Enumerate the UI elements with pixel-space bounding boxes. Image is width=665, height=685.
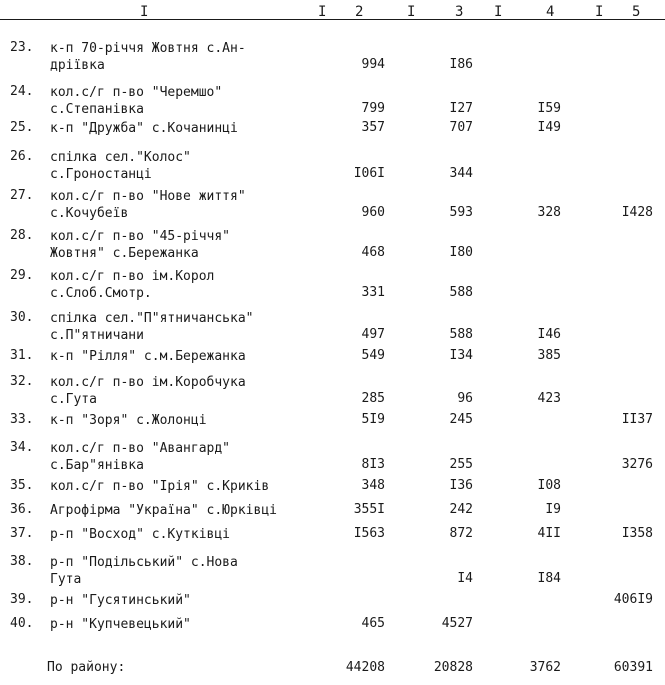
row-name-line: дріївка <box>50 58 105 73</box>
row-name-line: с.Бар"янівка <box>50 458 144 473</box>
row-col-2: I06I <box>353 166 385 181</box>
row-col-3: I36 <box>449 478 473 493</box>
row-name-line: кол.с/г п-во "45-річчя" <box>50 229 231 244</box>
row-name <box>50 228 330 262</box>
row-name <box>50 348 330 365</box>
row-number: 24. <box>10 84 34 99</box>
row-name-line: к-п "Дружба" с.Кочанинці <box>50 121 238 136</box>
row-name <box>50 149 330 183</box>
row-number: 32. <box>10 374 34 389</box>
row-col-2: 468 <box>361 245 385 260</box>
row-col-3: 872 <box>449 526 473 541</box>
row-col-3: 4527 <box>441 616 473 631</box>
row-name <box>50 554 330 588</box>
row-name-line: с.Кочубеїв <box>50 206 129 221</box>
total-col-5: 60391 <box>613 660 653 675</box>
table-header <box>0 4 665 22</box>
row-col-3: 707 <box>449 120 473 135</box>
total-col-4: 3762 <box>529 660 561 675</box>
row-col-3: I34 <box>449 348 473 363</box>
row-col-4: 385 <box>537 348 561 363</box>
row-col-2: 331 <box>361 285 385 300</box>
row-number: 38. <box>10 554 34 569</box>
header-col-4: 4 <box>546 4 555 20</box>
row-col-3: 255 <box>449 457 473 472</box>
row-number: 28. <box>10 228 34 243</box>
row-col-4: I08 <box>537 478 561 493</box>
row-number: 26. <box>10 149 34 164</box>
row-number: 30. <box>10 310 34 325</box>
row-col-2: 497 <box>361 327 385 342</box>
header-sep: I <box>494 4 503 20</box>
header-col-3: 3 <box>455 4 464 20</box>
row-col-5: 3276 <box>621 457 653 472</box>
row-name <box>50 310 330 344</box>
header-col-5: 5 <box>632 4 641 20</box>
row-col-2: 549 <box>361 348 385 363</box>
row-name <box>50 616 330 633</box>
row-col-2: 994 <box>361 57 385 72</box>
header-col-1: I <box>140 4 149 20</box>
row-number: 36. <box>10 502 34 517</box>
row-name-line: кол.с/г п-во ім.Корол <box>50 269 215 284</box>
row-col-4: I84 <box>537 571 561 586</box>
row-name-line: к-п 70-річчя Жовтня с.Ан- <box>50 41 246 56</box>
row-name-line: р-н "Купчевецький" <box>50 617 191 632</box>
row-col-2: 5I9 <box>361 412 385 427</box>
row-col-3: 344 <box>449 166 473 181</box>
row-name <box>50 502 330 519</box>
total-col-2: 44208 <box>345 660 385 675</box>
row-number: 34. <box>10 440 34 455</box>
total-col-3: 20828 <box>433 660 473 675</box>
row-col-3: I27 <box>449 101 473 116</box>
row-col-4: 423 <box>537 391 561 406</box>
row-col-3: I80 <box>449 245 473 260</box>
header-col-2: 2 <box>355 4 364 20</box>
row-name-line: кол.с/г п-во ім.Коробчука <box>50 375 246 390</box>
row-number: 27. <box>10 188 34 203</box>
row-name-line: спілка сел."П"ятничанська" <box>50 311 254 326</box>
row-col-4: I59 <box>537 101 561 116</box>
row-col-2: 799 <box>361 101 385 116</box>
row-name <box>50 84 330 118</box>
row-col-4: 4II <box>537 526 561 541</box>
row-number: 25. <box>10 120 34 135</box>
row-col-2: 465 <box>361 616 385 631</box>
row-col-3: I86 <box>449 57 473 72</box>
row-col-2: 348 <box>361 478 385 493</box>
row-number: 23. <box>10 40 34 55</box>
row-name-line: с.Степанівка <box>50 102 144 117</box>
row-name-line: кол.с/г п-во "Ірія" с.Криків <box>50 479 270 494</box>
header-sep: I <box>407 4 416 20</box>
row-number: 29. <box>10 268 34 283</box>
row-name-line: спілка сел."Колос" <box>50 150 191 165</box>
row-number: 37. <box>10 526 34 541</box>
header-sep: I <box>318 4 327 20</box>
row-col-4: 328 <box>537 205 561 220</box>
row-name <box>50 478 330 495</box>
row-col-3: 245 <box>449 412 473 427</box>
row-name-line: с.Гута <box>50 392 97 407</box>
row-name-line: с.П"ятничани <box>50 328 144 343</box>
row-col-4: I9 <box>545 502 561 517</box>
row-name <box>50 526 330 543</box>
row-col-2: I563 <box>353 526 385 541</box>
row-name-line: кол.с/г п-во "Нове життя" <box>50 189 246 204</box>
row-col-3: 588 <box>449 327 473 342</box>
row-number: 40. <box>10 616 34 631</box>
row-name <box>50 268 330 302</box>
row-col-5: I358 <box>621 526 653 541</box>
row-col-2: 355I <box>353 502 385 517</box>
header-sep: I <box>595 4 604 20</box>
row-col-5: I428 <box>621 205 653 220</box>
row-name-line: с.Гроностанці <box>50 167 152 182</box>
row-name-line: Агрофірма "Україна" с.Юрківці <box>50 503 277 518</box>
row-col-2: 357 <box>361 120 385 135</box>
row-col-3: 588 <box>449 285 473 300</box>
row-name <box>50 374 330 408</box>
row-col-4: I49 <box>537 120 561 135</box>
row-number: 39. <box>10 592 34 607</box>
row-name-line: кол.с/г п-во "Авангард" <box>50 441 231 456</box>
row-col-2: 960 <box>361 205 385 220</box>
row-name-line: к-п "Зоря" с.Жолонці <box>50 413 207 428</box>
row-name <box>50 120 330 137</box>
row-col-2: 8I3 <box>361 457 385 472</box>
row-name-line: кол.с/г п-во "Черемшо" <box>50 85 223 100</box>
row-number: 35. <box>10 478 34 493</box>
row-name-line: Жовтня" с.Бережанка <box>50 246 199 261</box>
row-col-3: 242 <box>449 502 473 517</box>
row-name-line: с.Слоб.Смотр. <box>50 286 152 301</box>
row-col-5: II37 <box>621 412 653 427</box>
row-name <box>50 412 330 429</box>
row-name-line: р-п "Восход" с.Кутківці <box>50 527 231 542</box>
header-rule <box>0 19 665 20</box>
row-name <box>50 592 330 609</box>
row-col-3: 96 <box>457 391 473 406</box>
row-col-2: 285 <box>361 391 385 406</box>
row-col-4: I46 <box>537 327 561 342</box>
row-name-line: р-н "Гусятинський" <box>50 593 191 608</box>
row-name <box>50 440 330 474</box>
row-name-line: к-п "Рілля" с.м.Бережанка <box>50 349 246 364</box>
row-number: 33. <box>10 412 34 427</box>
row-number: 31. <box>10 348 34 363</box>
row-name-line: р-п "Подільський" с.Нова <box>50 555 238 570</box>
row-col-3: 593 <box>449 205 473 220</box>
row-name <box>50 188 330 222</box>
total-label: По району: <box>47 660 126 675</box>
row-name <box>50 40 330 74</box>
row-name-line: Гута <box>50 572 82 587</box>
row-col-3: I4 <box>457 571 473 586</box>
row-col-5: 406I9 <box>613 592 653 607</box>
